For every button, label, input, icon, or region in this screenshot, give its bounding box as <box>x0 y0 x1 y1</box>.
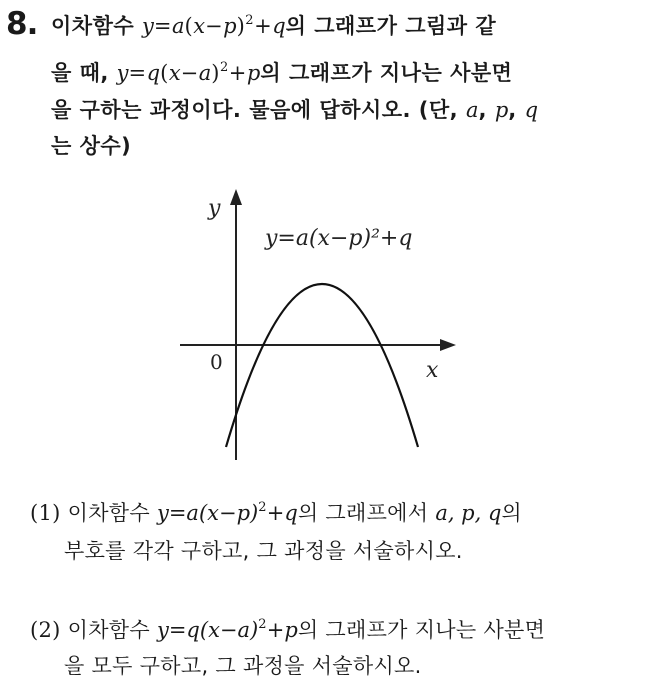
math-var: p <box>494 98 509 122</box>
stem-text: 의 그래프가 그림과 같 <box>285 14 497 38</box>
sub-question-marker: (1) <box>30 501 61 525</box>
math-exponent: 2 <box>258 500 267 515</box>
sub-question-1-line-2 <box>64 535 659 565</box>
origin-label: 0 <box>210 350 223 374</box>
math-expression: y=q(x−a) <box>156 618 259 642</box>
math-var: q <box>146 61 161 85</box>
math-var: y <box>116 61 129 85</box>
sub-question-text: 의 그래프에서 <box>297 501 436 525</box>
math-var: q <box>524 98 539 122</box>
sub-question-marker: (2) <box>30 618 61 642</box>
math-var: a <box>198 61 212 85</box>
stem-text: 는 상수) <box>51 134 132 158</box>
math-expression: +q <box>266 501 298 525</box>
x-axis-arrow <box>440 339 456 351</box>
math-var: p <box>223 14 237 38</box>
math-op: − <box>180 61 199 85</box>
stem-text: , <box>478 98 495 122</box>
math-expression: y=a(x−p) <box>156 501 259 525</box>
math-exponent: 2 <box>220 60 229 75</box>
sub-question-text: 이차함수 <box>67 618 157 642</box>
stem-text: 의 그래프가 지나는 사분면 <box>260 61 513 85</box>
stem-line-3 <box>51 94 641 124</box>
math-op: = <box>128 61 147 85</box>
sub-question-text: 을 모두 구하고, 그 과정을 서술하시오. <box>64 654 422 678</box>
sub-question-text: 부호를 각각 구하고, 그 과정을 서술하시오. <box>64 539 463 563</box>
stem-text: , <box>508 98 525 122</box>
math-var: q <box>272 14 286 38</box>
stem-line-2 <box>51 57 641 87</box>
math-var: x <box>193 14 206 38</box>
math-op: + <box>228 61 247 85</box>
math-var: p <box>246 61 261 85</box>
problem-number: 8. <box>6 6 38 42</box>
sub-question-2-line-1 <box>30 614 650 644</box>
math-exponent: 2 <box>258 617 267 632</box>
math-op: = <box>153 14 172 38</box>
math-op: − <box>205 14 224 38</box>
math-exponent: 2 <box>245 13 255 28</box>
math-var: a <box>465 98 479 122</box>
stem-text: 을 구하는 과정이다. 물음에 답하시오. (단, <box>51 98 466 122</box>
math-var: x <box>168 61 181 85</box>
y-axis-arrow <box>230 189 242 205</box>
sub-question-1-line-1 <box>30 497 650 527</box>
parabola-graph <box>170 185 470 465</box>
math-op: ) <box>236 14 246 38</box>
stem-line-1 <box>51 10 641 40</box>
math-op: + <box>254 14 273 38</box>
curve-label: y=a(x−p)²+q <box>265 226 413 251</box>
math-op: ( <box>160 61 169 85</box>
sub-question-2-line-2 <box>64 650 659 680</box>
sub-question-text: 이차함수 <box>67 501 157 525</box>
math-var: a <box>171 14 185 38</box>
x-axis-label: x <box>426 358 439 383</box>
math-op: ( <box>184 14 194 38</box>
stem-text: 을 때, <box>51 61 117 85</box>
math-expression: +p <box>266 618 298 642</box>
y-axis-label: y <box>208 196 221 221</box>
stem-line-4 <box>51 130 641 160</box>
stem-text: 이차함수 <box>51 14 142 38</box>
parabola-curve <box>226 284 418 447</box>
math-var: y <box>141 14 154 38</box>
math-op: ) <box>211 61 220 85</box>
sub-question-text: 의 <box>501 501 523 525</box>
sub-question-text: 의 그래프가 지나는 사분면 <box>297 618 546 642</box>
math-vars: a, p, q <box>435 501 502 525</box>
